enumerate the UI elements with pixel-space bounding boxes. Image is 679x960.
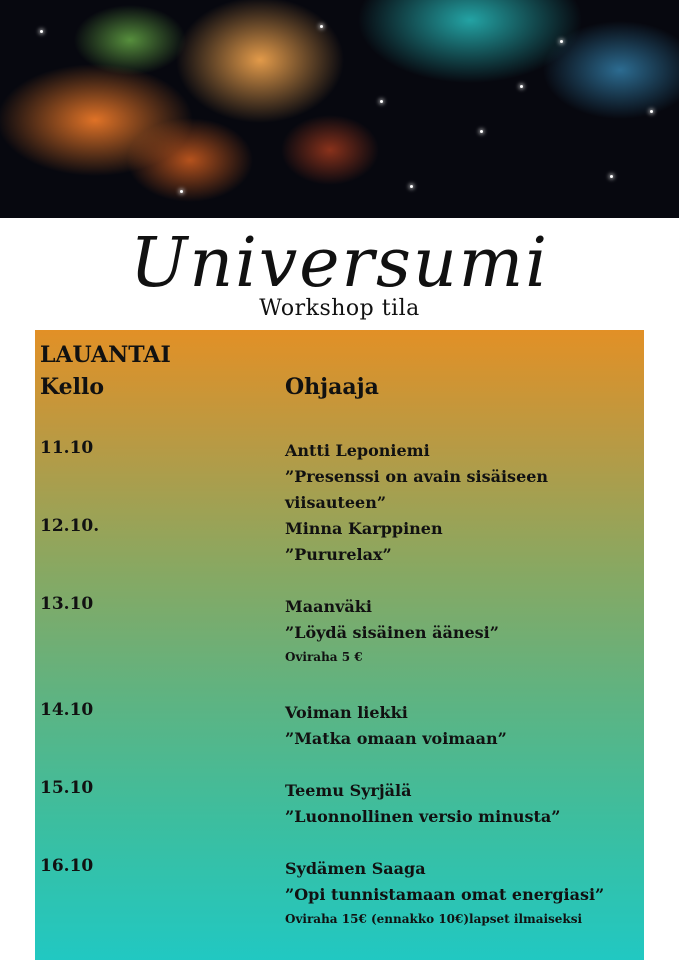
star bbox=[40, 30, 43, 33]
entry-detail bbox=[285, 778, 645, 830]
entry-detail bbox=[285, 438, 645, 516]
entry-detail bbox=[285, 856, 645, 930]
column-time-header: Kello bbox=[40, 374, 105, 400]
entry-detail bbox=[285, 700, 645, 752]
entry-session: ”Presenssi on avain sisäiseen viisauteen” bbox=[285, 467, 549, 512]
entry-session: ”Löydä sisäinen äänesi” bbox=[285, 623, 499, 642]
entry-host: Maanväki bbox=[285, 597, 372, 616]
entry-host: Teemu Syrjälä bbox=[285, 781, 412, 800]
star bbox=[180, 190, 183, 193]
entry-host: Sydämen Saaga bbox=[285, 859, 426, 878]
column-host-header: Ohjaaja bbox=[285, 374, 379, 400]
entry-time: 11.10 bbox=[40, 438, 94, 458]
entry-time: 16.10 bbox=[40, 856, 94, 876]
page-subtitle: Workshop tila bbox=[259, 296, 420, 321]
star bbox=[520, 85, 523, 88]
star bbox=[410, 185, 413, 188]
entry-time: 15.10 bbox=[40, 778, 94, 798]
entry-time: 12.10. bbox=[40, 516, 100, 536]
star bbox=[560, 40, 563, 43]
entry-session: ”Pururelax” bbox=[285, 545, 392, 564]
star bbox=[650, 110, 653, 113]
entry-host: Minna Karppinen bbox=[285, 519, 443, 538]
star bbox=[480, 130, 483, 133]
entry-session: ”Luonnollinen versio minusta” bbox=[285, 807, 561, 826]
entry-note: Oviraha 5 € bbox=[285, 650, 363, 664]
entry-detail bbox=[285, 594, 645, 668]
space-banner-image bbox=[0, 0, 679, 218]
entry-host: Antti Leponiemi bbox=[285, 441, 430, 460]
entry-host: Voiman liekki bbox=[285, 703, 408, 722]
entry-session: ”Opi tunnistamaan omat energiasi” bbox=[285, 885, 605, 904]
entry-note: Oviraha 15€ (ennakko 10€)lapset ilmaiseksi bbox=[285, 912, 583, 926]
entry-time: 14.10 bbox=[40, 700, 94, 720]
star bbox=[320, 25, 323, 28]
entry-detail bbox=[285, 516, 645, 568]
schedule-day: LAUANTAI bbox=[40, 342, 171, 368]
star bbox=[610, 175, 613, 178]
entry-time: 13.10 bbox=[40, 594, 94, 614]
entry-session: ”Matka omaan voimaan” bbox=[285, 729, 507, 748]
page-title: Universumi bbox=[130, 224, 549, 303]
schedule-panel bbox=[35, 330, 644, 960]
star bbox=[380, 100, 383, 103]
